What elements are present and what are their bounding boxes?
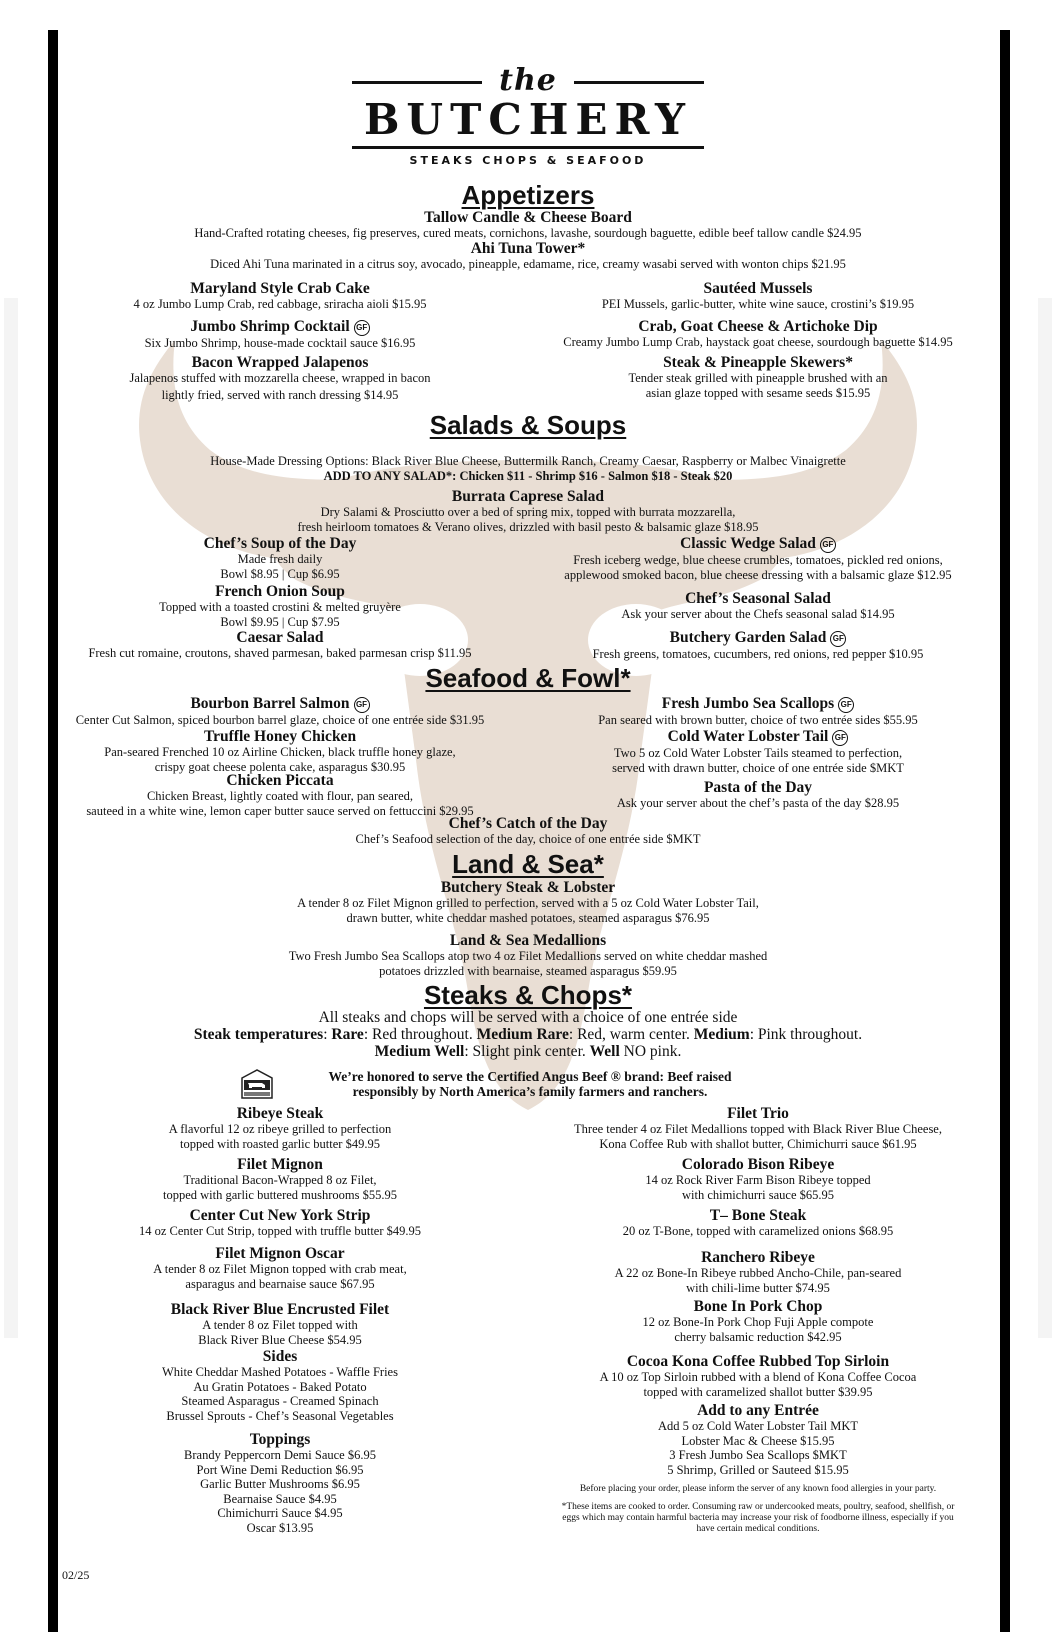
item-name: Center Cut New York Strip xyxy=(189,1207,371,1224)
butchery-logo xyxy=(352,63,704,167)
item-name: Steak & Pineapple Skewers* xyxy=(663,354,853,371)
item-desc-line2: Bowl $9.95 | Cup $7.95 xyxy=(220,614,340,629)
menu-item-ny-strip xyxy=(60,1207,500,1239)
landsea-heading: Land & Sea* xyxy=(452,849,604,879)
certified-angus-beef-logo xyxy=(240,1068,274,1100)
list-item: Brandy Peppercorn Demi Sauce $6.95 xyxy=(184,1448,376,1462)
item-name: Cold Water Lobster Tail xyxy=(667,728,829,745)
item-desc-line2: Black River Blue Cheese $54.95 xyxy=(198,1332,362,1347)
gluten-free-icon: GF xyxy=(354,320,370,336)
appetizers-heading: Appetizers xyxy=(461,180,595,210)
item-desc: 14 oz Center Cut Strip, topped with truffle butter $49.95 xyxy=(138,1224,422,1238)
steaks-intro: All steaks and chops will be served with a choice of one entrée side xyxy=(318,1009,738,1026)
sides-title: Sides xyxy=(262,1348,298,1365)
item-desc-line2: asian glaze topped with sesame seeds $15.95 xyxy=(645,385,871,400)
menu-item-salmon xyxy=(60,695,500,728)
warning-line1: *These items are cooked to order. Consuming raw or undercooked meats, poultry, seafood, shellfish, or xyxy=(561,1502,955,1512)
item-desc-line1: Fresh iceberg wedge, blue cheese crumbles, tomatoes, pickled red onions, xyxy=(573,553,943,567)
item-desc-line2: topped with garlic buttered mushrooms $55.95 xyxy=(163,1187,397,1202)
item-desc-line2: served with drawn butter, choice of one entrée side $MKT xyxy=(612,760,904,775)
gluten-free-icon: GF xyxy=(820,537,836,553)
item-desc-line1: A tender 8 oz Filet Mignon topped with crab meat, xyxy=(153,1262,407,1276)
angus-line2: responsibly by North America’s family farmers and ranchers. xyxy=(352,1084,708,1099)
toppings-list xyxy=(60,1431,500,1535)
list-item: Port Wine Demi Reduction $6.95 xyxy=(196,1462,364,1477)
item-desc-line1: A flavorful 12 oz ribeye grilled to perfection xyxy=(168,1122,392,1136)
item-name: Colorado Bison Ribeye xyxy=(681,1156,835,1173)
list-item: Oscar $13.95 xyxy=(246,1520,314,1535)
medium-label: Medium xyxy=(693,1026,750,1043)
item-name: Sautéed Mussels xyxy=(703,280,813,297)
rare-desc: : Red throughout. xyxy=(363,1026,477,1043)
angus-line1: We’re honored to serve the Certified Angus Beef ® brand: Beef raised xyxy=(328,1069,732,1084)
list-item: Chimichurri Sauce $4.95 xyxy=(217,1506,343,1520)
allergy-text: Before placing your order, please inform the server of any known food allergies in your party. xyxy=(579,1484,937,1494)
item-desc-line2: drawn butter, white cheddar mashed potatoes, steamed asparagus $76.95 xyxy=(346,910,710,925)
item-name: Filet Mignon Oscar xyxy=(215,1245,345,1262)
item-desc-line1: A tender 8 oz Filet Mignon grilled to perfection, served with a 5 oz Cold Water Lobster Tail, xyxy=(297,896,759,910)
item-desc: Six Jumbo Shrimp, house-made cocktail sauce $16.95 xyxy=(144,336,416,350)
angus-statement xyxy=(280,1069,780,1099)
item-name: Maryland Style Crab Cake xyxy=(190,280,370,297)
menu-item-tbone xyxy=(520,1207,996,1239)
menu-item-ribeye xyxy=(60,1105,500,1151)
menu-item-jalapenos xyxy=(60,354,500,402)
item-desc-line1: Two Fresh Jumbo Sea Scallops atop two 4 oz Filet Medallions served on white cheddar mashed xyxy=(288,949,768,963)
medium-well-label: Medium Well xyxy=(374,1043,465,1060)
item-name: Land & Sea Medallions xyxy=(449,932,607,949)
menu-item-soup-day xyxy=(60,535,500,581)
warning-line2: eggs which may contain harmful bacteria may increase your risk of foodborne illness, especially if you xyxy=(562,1513,954,1523)
list-item: White Cheddar Mashed Potatoes - Waffle Fries xyxy=(162,1365,398,1379)
menu-item-seasonal-salad xyxy=(520,590,996,622)
item-name: Chicken Piccata xyxy=(226,772,334,789)
item-name: French Onion Soup xyxy=(215,583,345,600)
gluten-free-icon: GF xyxy=(830,631,846,647)
menu-date: 02/25 xyxy=(62,1568,90,1582)
item-desc-line2: topped with roasted garlic butter $49.95 xyxy=(180,1136,380,1151)
item-name: Cocoa Kona Coffee Rubbed Top Sirloin xyxy=(626,1353,890,1370)
logo-name: BUTCHERY xyxy=(363,95,693,144)
item-desc-line2: lightly fried, served with ranch dressing $14.95 xyxy=(161,387,399,402)
menu-item-filet-mignon xyxy=(60,1156,500,1202)
medium-well-desc: : Slight pink center. xyxy=(464,1043,590,1060)
menu-item-skewers xyxy=(520,354,996,400)
menu-item-ahi-tuna xyxy=(60,240,996,272)
menu-item-pork-chop xyxy=(520,1298,996,1344)
item-name: Chef’s Soup of the Day xyxy=(203,535,357,552)
menu-item-mussels xyxy=(520,280,996,312)
salads-heading: Salads & Soups xyxy=(429,410,627,440)
item-name: Filet Trio xyxy=(727,1105,789,1122)
sides-list xyxy=(60,1348,500,1423)
menu-item-lobster-tail xyxy=(520,728,996,775)
temps-label: Steak temperatures xyxy=(193,1026,324,1043)
allergy-notice xyxy=(520,1484,996,1495)
medium-rare-desc: : Red, warm center. xyxy=(568,1026,694,1043)
item-name: Ahi Tuna Tower* xyxy=(470,240,586,257)
menu-item-piccata xyxy=(60,772,500,818)
list-item: Garlic Butter Mushrooms $6.95 xyxy=(200,1477,360,1491)
item-desc-line2: topped with caramelized shallot butter $39.95 xyxy=(643,1384,873,1399)
logo-the: the xyxy=(499,63,557,98)
item-desc-line1: A 22 oz Bone-In Ribeye rubbed Ancho-Chile, pan-seared xyxy=(614,1266,902,1280)
item-desc-line2: cherry balsamic reduction $42.95 xyxy=(674,1329,842,1344)
list-item: Brussel Sprouts - Chef’s Seasonal Vegetables xyxy=(166,1408,394,1423)
menu-item-crab-dip xyxy=(520,318,996,350)
medium-rare-label: Medium Rare xyxy=(476,1026,569,1043)
item-desc-line1: Chicken Breast, lightly coated with flour, pan seared, xyxy=(146,789,414,803)
item-name: Black River Blue Encrusted Filet xyxy=(170,1301,390,1318)
addons-title: Add to any Entrée xyxy=(697,1402,819,1419)
item-desc-line2: asparagus and bearnaise sauce $67.95 xyxy=(185,1276,375,1291)
item-name: Truffle Honey Chicken xyxy=(203,728,357,745)
list-item: Lobster Mac & Cheese $15.95 xyxy=(681,1433,835,1448)
item-desc-line1: Traditional Bacon-Wrapped 8 oz Filet, xyxy=(183,1173,377,1187)
item-desc-line1: Pan-seared Frenched 10 oz Airline Chicken, black truffle honey glaze, xyxy=(104,745,456,759)
menu-item-shrimp-cocktail xyxy=(60,318,500,351)
list-item: 3 Fresh Jumbo Sea Scallops $MKT xyxy=(669,1448,847,1462)
add-to-salad: ADD TO ANY SALAD*: Chicken $11 - Shrimp $16 - Salmon $18 - Steak $20 xyxy=(323,468,733,483)
item-desc-line2: with chimichurri sauce $65.95 xyxy=(681,1187,835,1202)
addons-list xyxy=(520,1402,996,1477)
well-desc: NO pink. xyxy=(619,1043,682,1060)
item-desc: Center Cut Salmon, spiced bourbon barrel glaze, choice of one entrée side $31.95 xyxy=(75,713,485,727)
list-item: Au Gratin Potatoes - Baked Potato xyxy=(193,1379,367,1394)
item-desc-line2: crispy goat cheese polenta cake, asparagus $30.95 xyxy=(154,759,406,774)
item-name: Bacon Wrapped Jalapenos xyxy=(191,354,369,371)
item-desc-line2: sauteed in a white wine, lemon caper butter sauce served on fettuccini $29.95 xyxy=(86,803,474,818)
item-desc-line2: fresh heirloom tomatoes & Verano olives, drizzled with basil pesto & balsamic glaze $18.95 xyxy=(297,519,759,534)
dressing-text: House-Made Dressing Options: Black River Blue Cheese, Buttermilk Ranch, Creamy Caesar, Raspberry or Malbec Vinaigrette xyxy=(210,454,846,468)
well-label: Well xyxy=(589,1043,620,1060)
medium-desc: : Pink throughout. xyxy=(749,1026,863,1043)
menu-item-filet-trio xyxy=(520,1105,996,1151)
item-name: Tallow Candle & Cheese Board xyxy=(424,209,632,226)
item-name: Bourbon Barrel Salmon xyxy=(190,695,350,712)
warning-line3: have certain medical conditions. xyxy=(696,1524,820,1534)
menu-item-steak-lobster xyxy=(60,879,996,925)
toppings-title: Toppings xyxy=(249,1431,311,1448)
menu-item-truffle-chicken xyxy=(60,728,500,774)
list-item: Steamed Asparagus - Creamed Spinach xyxy=(181,1394,379,1408)
raw-food-warning xyxy=(520,1502,996,1535)
item-desc: Creamy Jumbo Lump Crab, haystack goat cheese, sourdough baguette $14.95 xyxy=(563,335,953,349)
item-name: Pasta of the Day xyxy=(703,779,813,796)
menu-item-garden-salad xyxy=(520,629,996,662)
item-desc-line1: A tender 8 oz Filet topped with xyxy=(202,1318,358,1332)
item-desc: 20 oz T-Bone, topped with caramelized onions $68.95 xyxy=(622,1224,894,1238)
item-desc: Pan seared with brown butter, choice of two entrée sides $55.95 xyxy=(598,713,918,727)
menu-item-sirloin xyxy=(520,1353,996,1399)
item-desc: Hand-Crafted rotating cheeses, fig preserves, cured meats, cornichons, lavashe, sourdough baguette, edible beef tallow candle $24.95 xyxy=(194,226,862,240)
steaks-heading: Steaks & Chops* xyxy=(423,980,633,1010)
gluten-free-icon: GF xyxy=(832,730,848,746)
menu-item-ranchero xyxy=(520,1249,996,1295)
item-desc: PEI Mussels, garlic-butter, white wine sauce, crostini’s $19.95 xyxy=(601,297,915,311)
item-desc-line1: Three tender 4 oz Filet Medallions topped with Black River Blue Cheese, xyxy=(574,1122,942,1136)
logo-tagline: STEAKS CHOPS & SEAFOOD xyxy=(409,154,647,167)
item-desc-line1: 12 oz Bone-In Pork Chop Fuji Apple compote xyxy=(642,1315,874,1329)
item-name: Caesar Salad xyxy=(236,629,324,646)
item-desc: Ask your server about the Chefs seasonal salad $14.95 xyxy=(621,607,895,621)
item-desc-line2: applewood smoked bacon, blue cheese dressing with a balsamic glaze $12.95 xyxy=(564,567,952,582)
gluten-free-icon: GF xyxy=(838,697,854,713)
list-item: Add 5 oz Cold Water Lobster Tail MKT xyxy=(657,1419,859,1433)
menu-item-blue-filet xyxy=(60,1301,500,1347)
item-desc-line1: Tender steak grilled with pineapple brushed with an xyxy=(628,371,888,385)
item-desc-line2: with chili-lime butter $74.95 xyxy=(686,1280,830,1295)
item-desc-line1: Jalapenos stuffed with mozzarella cheese, wrapped in bacon xyxy=(129,371,431,385)
menu-item-caesar xyxy=(60,629,500,661)
list-item: Bearnaise Sauce $4.95 xyxy=(223,1491,337,1506)
item-name: T– Bone Steak xyxy=(709,1207,807,1224)
item-desc-line1: Made fresh daily xyxy=(237,552,323,566)
item-desc-line1: Dry Salami & Prosciutto over a bed of spring mix, topped with burrata mozzarella, xyxy=(320,505,736,519)
item-name: Fresh Jumbo Sea Scallops xyxy=(661,695,835,712)
menu-item-cheese-board xyxy=(60,209,996,241)
item-desc-line2: Kona Coffee Rub with shallot butter, Chimichurri sauce $61.95 xyxy=(599,1136,917,1151)
item-name: Classic Wedge Salad xyxy=(680,535,816,552)
item-desc: Fresh cut romaine, croutons, shaved parmesan, baked parmesan crisp $11.95 xyxy=(88,646,472,660)
item-desc: Fresh greens, tomatoes, cucumbers, red onions, red pepper $10.95 xyxy=(592,647,924,661)
menu-item-burrata xyxy=(60,488,996,534)
menu-item-medallions xyxy=(60,932,996,978)
item-desc-line1: 14 oz Rock River Farm Bison Ribeye topped xyxy=(645,1173,871,1187)
menu-item-oscar xyxy=(60,1245,500,1291)
item-name: Chef’s Seasonal Salad xyxy=(685,590,831,607)
item-name: Ranchero Ribeye xyxy=(701,1249,815,1266)
menu-item-onion-soup xyxy=(60,583,500,629)
item-name: Crab, Goat Cheese & Artichoke Dip xyxy=(638,318,878,335)
item-desc-line1: A 10 oz Top Sirloin rubbed with a blend of Kona Coffee Cocoa xyxy=(599,1370,917,1384)
item-desc: Ask your server about the chef’s pasta of the day $28.95 xyxy=(616,796,900,810)
item-desc: 4 oz Jumbo Lump Crab, red cabbage, sriracha aioli $15.95 xyxy=(133,297,427,311)
item-name: Butchery Garden Salad xyxy=(669,629,827,646)
dressing-options xyxy=(60,454,996,483)
item-desc-line2: Bowl $8.95 | Cup $6.95 xyxy=(220,566,340,581)
item-name: Bone In Pork Chop xyxy=(693,1298,823,1315)
item-name: Jumbo Shrimp Cocktail xyxy=(190,318,350,335)
menu-item-wedge xyxy=(520,535,996,582)
seafood-heading: Seafood & Fowl* xyxy=(425,663,631,693)
item-desc-line2: potatoes drizzled with bearnaise, steamed asparagus $59.95 xyxy=(379,963,677,978)
gluten-free-icon: GF xyxy=(354,697,370,713)
list-item: 5 Shrimp, Grilled or Sauteed $15.95 xyxy=(667,1462,849,1477)
logo-rule-bottom xyxy=(352,146,704,149)
menu-item-catch xyxy=(60,815,996,847)
steak-temperatures: All steaks and chops will be served with a choice of one entrée side Steak temperatures: Rare: Red throughout. Medium Rare: Red, warm center. Medium: Pink throughout. Medium Well: Slight pink center. Well NO pink. xyxy=(60,1009,996,1060)
item-desc: Diced Ahi Tuna marinated in a citrus soy, avocado, pineapple, edamame, rice, creamy wasabi served with wonton chips $21.95 xyxy=(210,257,846,271)
item-name: Chef’s Catch of the Day xyxy=(448,815,608,832)
item-name: Butchery Steak & Lobster xyxy=(440,879,616,896)
item-name: Ribeye Steak xyxy=(236,1105,324,1122)
menu-item-crab-cake xyxy=(60,280,500,312)
menu-item-scallops xyxy=(520,695,996,728)
item-name: Burrata Caprese Salad xyxy=(451,488,605,505)
menu-item-pasta xyxy=(520,779,996,811)
item-desc: Chef’s Seafood selection of the day, choice of one entrée side $MKT xyxy=(355,832,701,846)
item-desc-line1: Two 5 oz Cold Water Lobster Tails steamed to perfection, xyxy=(613,746,903,760)
item-desc-line1: Topped with a toasted crostini & melted gruyère xyxy=(159,600,401,614)
item-name: Filet Mignon xyxy=(237,1156,323,1173)
rare-label: Rare xyxy=(331,1026,364,1043)
menu-item-bison xyxy=(520,1156,996,1202)
